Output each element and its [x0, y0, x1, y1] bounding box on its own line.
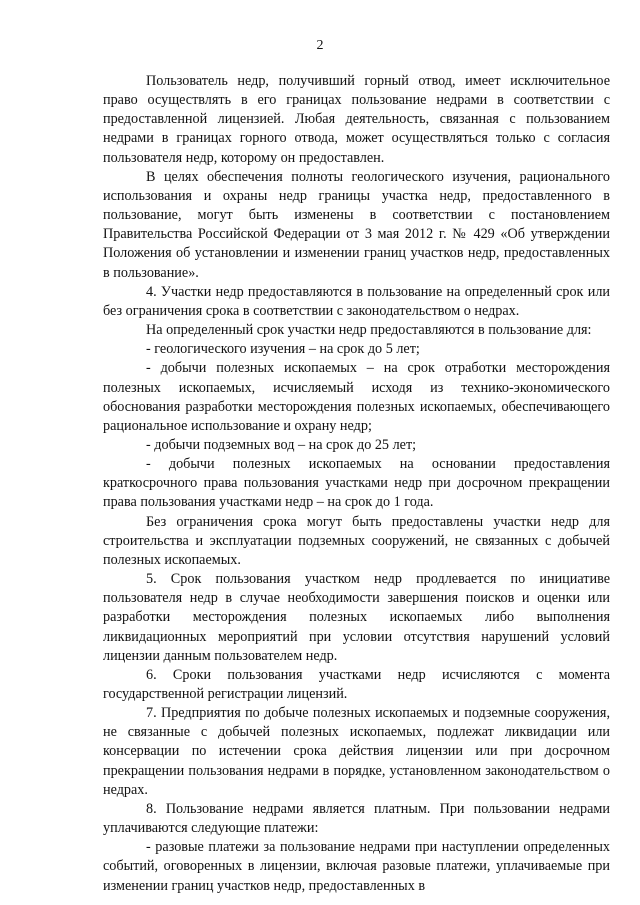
paragraph-section-7: 7. Предприятия по добыче полезных ископаемых и подземные сооружения, не связанные с добычей полезных ископаемых, подлежат ликвидации или консервации по истечении срока действия лицензии или при досрочном прекращении пользования недрами в порядке, установленном законодательством о недрах.	[103, 705, 610, 798]
paragraph-subsoil-user-rights: Пользователь недр, получивший горный отвод, имеет исключительное право осуществлять в его границах пользование недрами в соответствии с предоставленной лицензией. Любая деятельность, связанная с пользованием недрами в границах горного отвода, может осуществляться только с согласия пользователя недр, которому он предоставлен.	[103, 73, 610, 166]
list-item-short-term-right: - добычи полезных ископаемых на основании предоставления краткосрочного права пользования участками недр при досрочном прекращении права пользования участками недр – на срок до 1 года.	[103, 456, 610, 511]
list-item-groundwater: - добычи подземных вод – на срок до 25 лет;	[146, 436, 417, 453]
paragraph-unlimited-term: Без ограничения срока могут быть предоставлены участки недр для строительства и эксплуатации подземных сооружений, не связанных с добычей полезных ископаемых.	[103, 513, 610, 568]
paragraph-boundary-changes: В целях обеспечения полноты геологического изучения, рационального использования и охраны недр границы участка недр, предоставленного в пользование, могут быть изменены в соответствии с постановлением Правительства Российской Федерации от 3 мая 2012 г. № 429 «Об утверждении Положения об установлении и изменении границ участков недр, предоставленных в пользование».	[103, 168, 610, 281]
paragraph-section-4: 4. Участки недр предоставляются в пользование на определенный срок или без ограничения срока в соответствии с законодательством о недрах.	[103, 283, 610, 319]
paragraph-fixed-term-intro: На определенный срок участки недр предоставляются в пользование для:	[146, 322, 592, 339]
list-item-geological-study: - геологического изучения – на срок до 5 лет;	[146, 341, 420, 358]
paragraph-section-5: 5. Срок пользования участком недр продлевается по инициативе пользователя недр в случае необходимости завершения поисков и оценки или разработки месторождения полезных ископаемых либо выполнения ликвидационных мероприятий при условии отсутствия нарушений условий лицензии данным пользователем недр.	[103, 571, 610, 664]
paragraph-section-8: 8. Пользование недрами является платным. При пользовании недрами уплачиваются следующие платежи:	[103, 800, 610, 837]
list-item-mineral-extraction: - добычи полезных ископаемых – на срок отработки месторождения полезных ископаемых, исчисляемый исходя из технико-экономического обоснования разработки месторождения полезных ископаемых, обеспечивающего рациональное использование и охрану недр;	[103, 360, 610, 434]
paragraph-section-6: 6. Сроки пользования участками недр исчисляются с момента государственной регистрации лицензий.	[103, 666, 610, 702]
document-body	[103, 72, 610, 896]
list-item-one-time-payments: - разовые платежи за пользование недрами при наступлении определенных событий, оговоренных в лицензии, включая разовые платежи, уплачиваемые при изменении границ участков недр, предоставленных в	[103, 839, 610, 894]
page-number: 2	[316, 38, 324, 53]
